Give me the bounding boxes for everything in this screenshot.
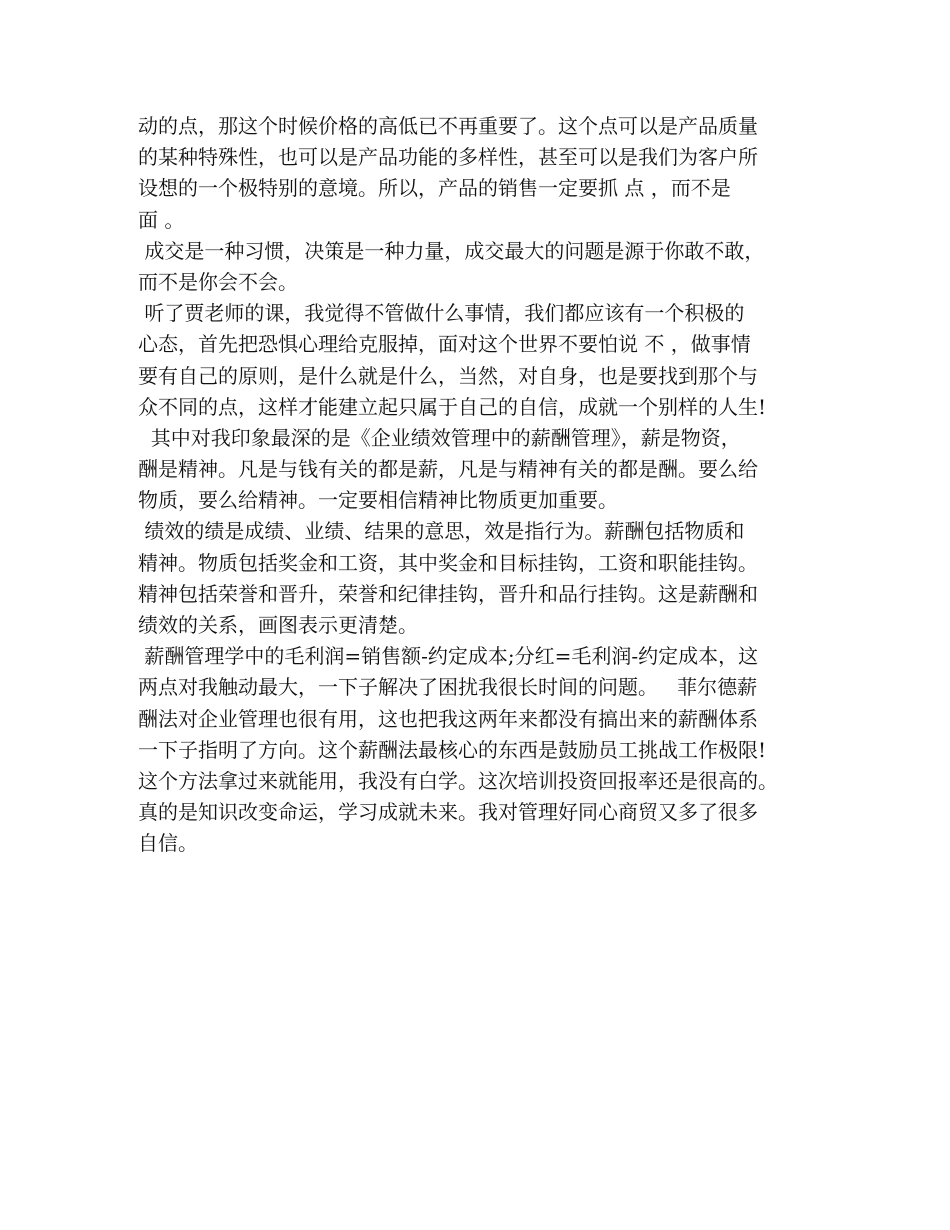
text-line: 酬是精神。凡是与钱有关的都是薪，凡是与精神有关的都是酬。要么给 [138,457,758,482]
text-line: 自信。 [138,831,198,856]
text-line: 这个方法拿过来就能用，我没有白学。这次培训投资回报率还是很高的。 [138,768,778,793]
text-line: 精神。物质包括奖金和工资，其中奖金和目标挂钩，工资和职能挂钩。 [138,550,758,575]
text-line: 精神包括荣誉和晋升，荣誉和纪律挂钩，晋升和品行挂钩。这是薪酬和 [138,581,758,606]
text-line: 心态，首先把恐惧心理给克服掉，面对这个世界不要怕说 不 ，做事情 [138,332,751,357]
text-line: 酬法对企业管理也很有用，这也把我这两年来都没有搞出来的薪酬体系 [138,706,758,731]
text-line: 而不是你会不会。 [138,269,298,294]
text-line: 物质，要么给精神。一定要相信精神比物质更加重要。 [138,488,618,513]
text-line: 听了贾老师的课，我觉得不管做什么事情，我们都应该有一个积极的 [138,301,745,326]
text-line: 动的点，那这个时候价格的高低已不再重要了。这个点可以是产品质量 [138,114,758,138]
text-line: 真的是知识改变命运，学习成就未来。我对管理好同心商贸又多了很多 [138,800,758,825]
text-line: 一下子指明了方向。这个薪酬法最核心的东西是鼓励员工挑战工作极限! [138,737,767,762]
text-line: 两点对我触动最大，一下子解决了困扰我很长时间的问题。 菲尔德薪 [138,675,758,700]
text-line: 要有自己的原则，是什么就是什么，当然，对自身，也是要找到那个与 [138,363,758,388]
text-line: 薪酬管理学中的毛利润=销售额-约定成本;分红=毛利润-约定成本，这 [138,644,759,669]
text-line: 绩效的关系，画图表示更清楚。 [138,613,418,637]
text-line: 成交是一种习惯，决策是一种力量，成交最大的问题是源于你敢不敢， [138,238,765,263]
text-line: 其中对我印象最深的是《企业绩效管理中的薪酬管理》，薪是物资， [138,425,741,450]
text-line: 设想的一个极特别的意境。所以，产品的销售一定要抓 点 ，而不是 [138,176,731,201]
text-line: 绩效的绩是成绩、业绩、结果的意思，效是指行为。薪酬包括物质和 [138,519,745,544]
text-line: 众不同的点，这样才能建立起只属于自己的自信，成就一个别样的人生! [138,394,767,419]
text-line: 面 。 [138,207,185,232]
text-line: 的某种特殊性，也可以是产品功能的多样性，甚至可以是我们为客户所 [138,145,758,170]
body-text [138,111,838,860]
